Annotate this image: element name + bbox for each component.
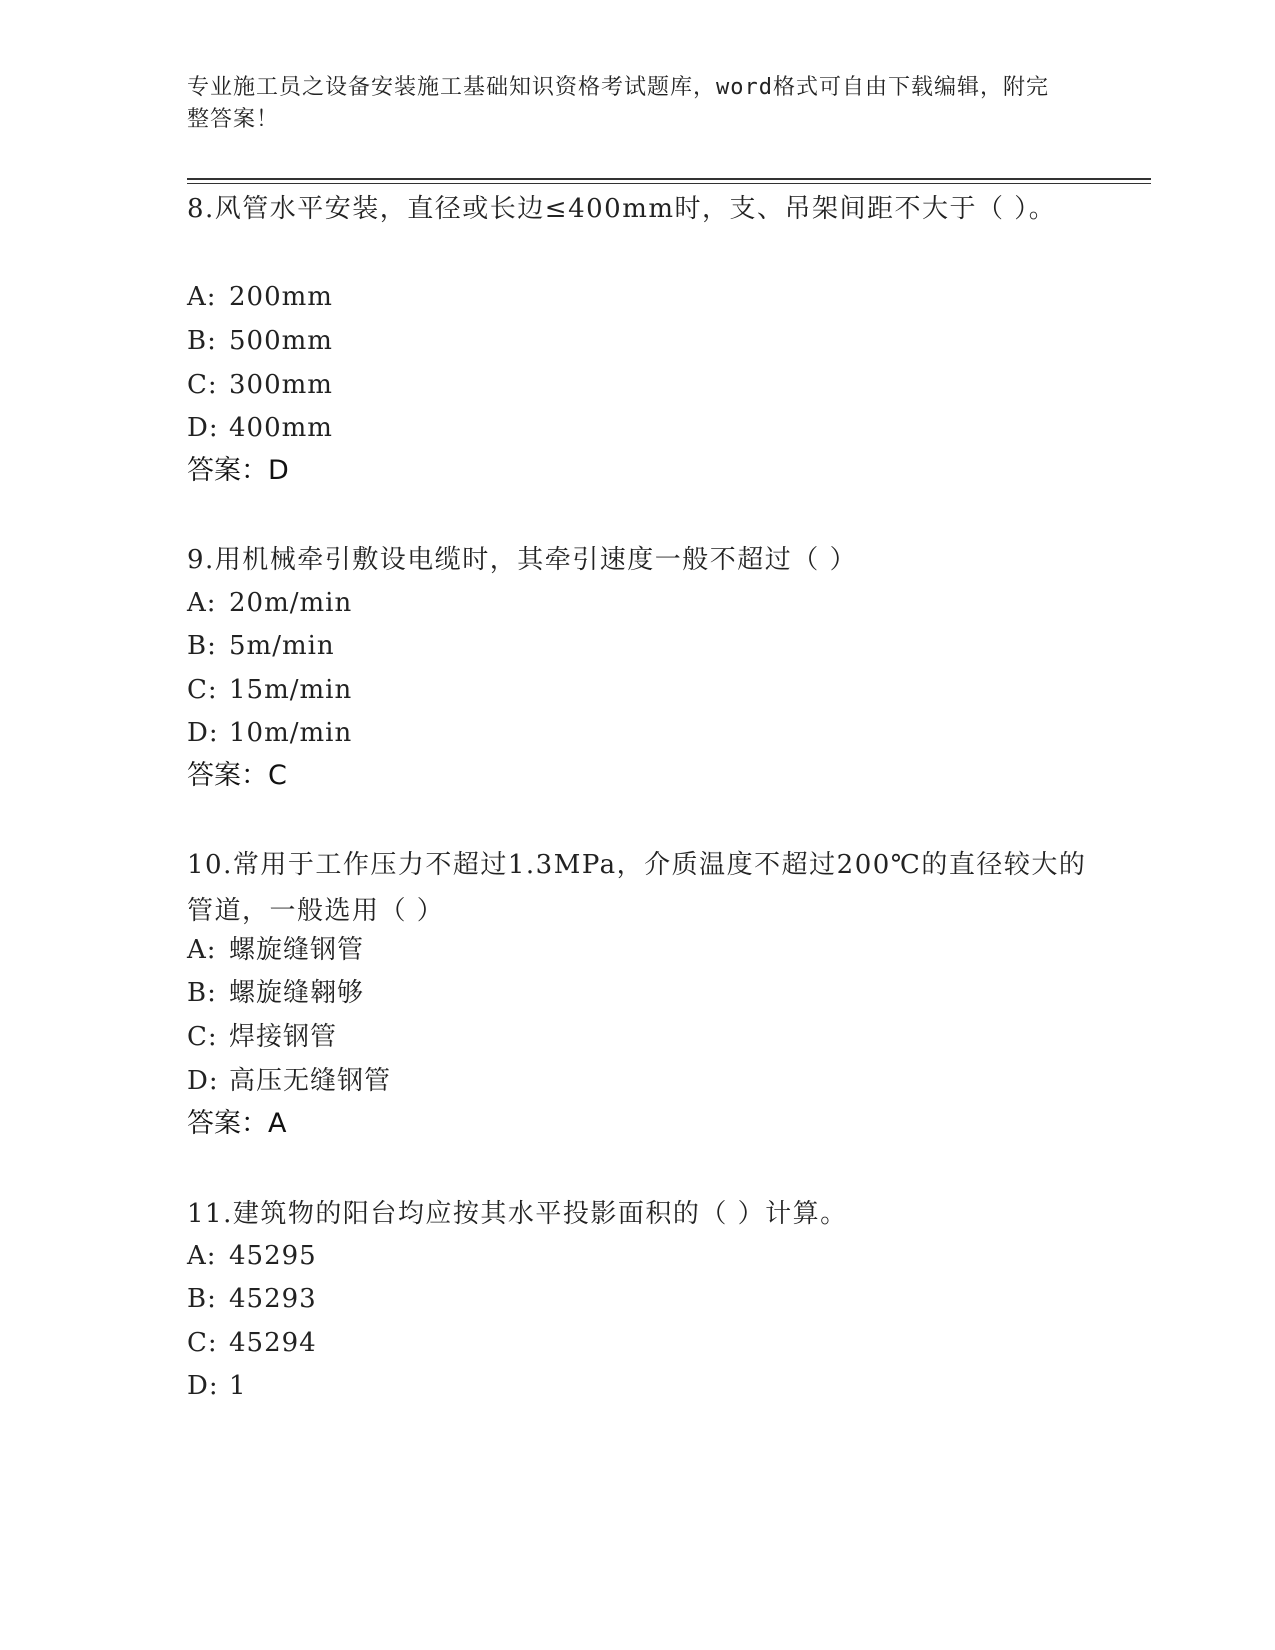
option-text: 500mm [229, 326, 333, 356]
option-c [187, 670, 352, 710]
option-text: 高压无缝钢管 [229, 1066, 392, 1096]
option-text: 45294 [229, 1328, 317, 1358]
option-letter: D: [187, 718, 219, 748]
option-letter: C: [187, 1328, 218, 1358]
header-divider-thin [187, 183, 1151, 184]
option-c [187, 1017, 337, 1057]
option-letter: A: [187, 935, 217, 965]
option-letter: C: [187, 1022, 218, 1052]
option-a [187, 1236, 317, 1276]
option-text: 45293 [229, 1284, 317, 1314]
option-a [187, 930, 364, 970]
question-stem: 8.风管水平安装，直径或长边≤400mm时，支、吊架间距不大于（ ）。 [187, 194, 1057, 224]
option-text: 200mm [229, 282, 333, 312]
document-intro: 专业施工员之设备安装施工基础知识资格考试题库，word格式可自由下载编辑，附完整答案！ [187, 75, 1049, 132]
option-letter: B: [187, 978, 217, 1008]
option-letter: A: [187, 1241, 217, 1271]
option-text: 螺旋缝翱够 [229, 978, 365, 1008]
option-letter: A: [187, 282, 217, 312]
option-text: 300mm [229, 370, 333, 400]
option-letter: A: [187, 588, 217, 618]
option-text: 45295 [229, 1241, 317, 1271]
option-d [187, 1061, 391, 1101]
option-text: 焊接钢管 [229, 1022, 338, 1052]
header-divider [187, 178, 1151, 180]
option-letter: D: [187, 1066, 219, 1096]
option-c [187, 365, 333, 405]
option-d [187, 408, 333, 448]
option-letter: C: [187, 675, 218, 705]
option-b [187, 1279, 317, 1319]
option-letter: B: [187, 326, 217, 356]
question-stem: 9.用机械牵引敷设电缆时，其牵引速度一般不超过（ ） [187, 545, 858, 575]
option-text: 1 [229, 1371, 247, 1401]
answer-line: 答案：D [187, 455, 289, 486]
option-d [187, 713, 352, 753]
answer-line: 答案：A [187, 1108, 287, 1139]
option-letter: D: [187, 413, 219, 443]
option-b [187, 973, 364, 1013]
option-c [187, 1323, 317, 1363]
question-stem: 10.常用于工作压力不超过1.3MPa，介质温度不超过200℃的直径较大的管道，一般选用（ ） [187, 850, 1087, 926]
option-text: 螺旋缝钢管 [229, 935, 365, 965]
option-text: 10m/min [229, 718, 353, 748]
option-b [187, 626, 335, 666]
option-letter: B: [187, 631, 217, 661]
option-a [187, 583, 352, 623]
option-a [187, 277, 333, 317]
option-letter: C: [187, 370, 218, 400]
option-d [187, 1366, 247, 1406]
option-letter: D: [187, 1371, 219, 1401]
answer-line: 答案：C [187, 760, 287, 791]
option-letter: B: [187, 1284, 217, 1314]
option-b [187, 321, 333, 361]
option-text: 15m/min [229, 675, 353, 705]
option-text: 5m/min [229, 631, 335, 661]
option-text: 20m/min [229, 588, 353, 618]
option-text: 400mm [229, 413, 333, 443]
question-stem: 11.建筑物的阳台均应按其水平投影面积的（ ）计算。 [187, 1199, 848, 1229]
